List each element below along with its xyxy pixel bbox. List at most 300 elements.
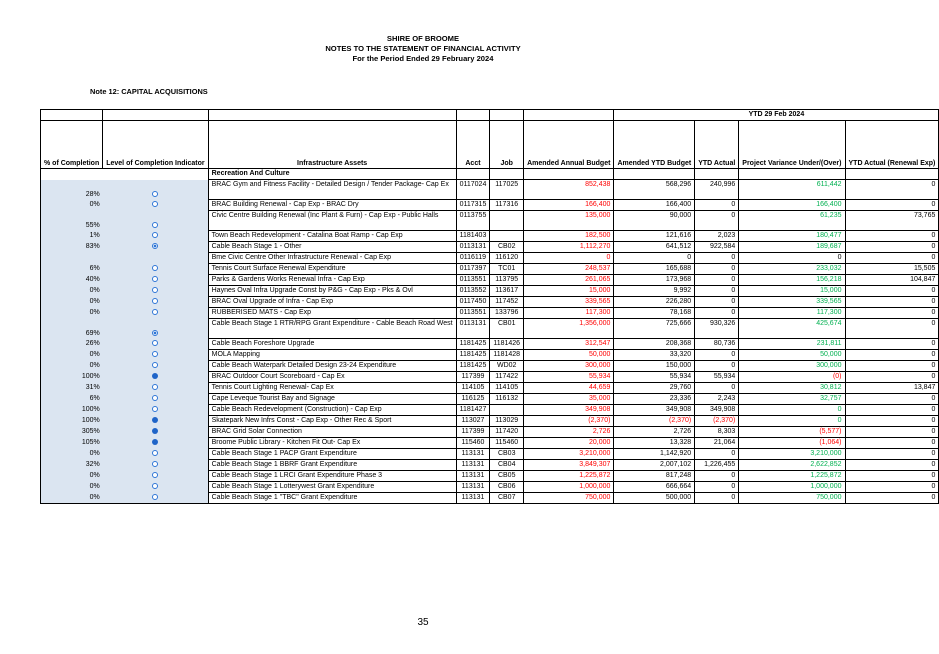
completion-circle-icon <box>152 276 158 282</box>
job-code <box>490 211 524 231</box>
ytd-actual-renewal: 0 <box>845 242 939 253</box>
ytd-actual: 0 <box>695 275 739 286</box>
completion-indicator <box>103 211 208 231</box>
amended-ytd-budget: 2,726 <box>614 427 695 438</box>
amended-budget: 55,934 <box>524 372 614 383</box>
acct-code: 113131 <box>456 460 490 471</box>
completion-circle-icon <box>152 417 158 423</box>
project-variance: (0) <box>739 372 845 383</box>
ytd-actual: 0 <box>695 493 739 504</box>
completion-circle-icon <box>152 201 158 207</box>
completion-circle-icon <box>152 450 158 456</box>
table-row <box>41 372 939 383</box>
completion-pct: 28% <box>41 180 103 200</box>
report-period: For the Period Ended 29 February 2024 <box>352 54 494 63</box>
col-indicator: Level of Completion Indicator <box>103 121 208 169</box>
table-row <box>41 286 939 297</box>
ytd-actual-renewal: 0 <box>845 427 939 438</box>
amended-ytd-budget: 349,908 <box>614 405 695 416</box>
page-number: 35 <box>417 617 429 628</box>
ytd-actual: 2,023 <box>695 231 739 242</box>
table-row <box>41 264 939 275</box>
amended-ytd-budget: 173,968 <box>614 275 695 286</box>
completion-pct: 0% <box>41 449 103 460</box>
job-code <box>490 231 524 242</box>
ytd-actual-renewal: 0 <box>845 416 939 427</box>
acct-code: 114105 <box>456 383 490 394</box>
completion-circle-icon <box>152 265 158 271</box>
asset-name: Cable Beach Stage 1 - Other <box>208 242 456 253</box>
completion-indicator <box>103 383 208 394</box>
completion-pct: 83% <box>41 242 103 253</box>
project-variance: 30,812 <box>739 383 845 394</box>
amended-budget: 1,356,000 <box>524 319 614 339</box>
ytd-actual: 0 <box>695 264 739 275</box>
amended-ytd-budget: 90,000 <box>614 211 695 231</box>
col-ytd-actual: YTD Actual <box>695 121 739 169</box>
table-row <box>41 405 939 416</box>
amended-ytd-budget: 817,248 <box>614 471 695 482</box>
project-variance: 3,210,000 <box>739 449 845 460</box>
completion-pct: 26% <box>41 339 103 350</box>
table-row <box>41 297 939 308</box>
completion-pct: 0% <box>41 471 103 482</box>
amended-budget: 1,225,872 <box>524 471 614 482</box>
ytd-actual-renewal: 0 <box>845 200 939 211</box>
acct-code: 0113551 <box>456 275 490 286</box>
completion-indicator <box>103 471 208 482</box>
asset-name: Skatepark New Infrs Const - Cap Exp - Other Rec & Sport <box>208 416 456 427</box>
ytd-actual-renewal: 0 <box>845 339 939 350</box>
acct-code: 113131 <box>456 482 490 493</box>
amended-ytd-budget: 0 <box>614 253 695 264</box>
acct-code: 0117450 <box>456 297 490 308</box>
table-row <box>41 383 939 394</box>
acct-code: 0113551 <box>456 308 490 319</box>
job-code: 114105 <box>490 383 524 394</box>
section-title: Recreation And Culture <box>208 169 456 180</box>
job-code: 117420 <box>490 427 524 438</box>
completion-indicator <box>103 350 208 361</box>
asset-name: RUBBERISED MATS - Cap Exp <box>208 308 456 319</box>
completion-circle-icon <box>152 461 158 467</box>
asset-name: Haynes Oval Infra Upgrade Const by P&G - Cap Exp - Pks & Ovl <box>208 286 456 297</box>
table-row <box>41 242 939 253</box>
acct-code: 0113755 <box>456 211 490 231</box>
col-renewal: YTD Actual (Renewal Exp) <box>845 121 939 169</box>
ytd-actual-renewal: 0 <box>845 449 939 460</box>
ytd-actual: 2,243 <box>695 394 739 405</box>
acct-code: 0116119 <box>456 253 490 264</box>
job-code: CB07 <box>490 493 524 504</box>
completion-pct: 0% <box>41 200 103 211</box>
job-code: 1181428 <box>490 350 524 361</box>
table-row <box>41 394 939 405</box>
amended-budget: 300,000 <box>524 361 614 372</box>
amended-budget: 15,000 <box>524 286 614 297</box>
job-code: 116132 <box>490 394 524 405</box>
amended-ytd-budget: 33,320 <box>614 350 695 361</box>
completion-circle-icon <box>152 287 158 293</box>
project-variance: 611,442 <box>739 180 845 200</box>
amended-budget: 312,547 <box>524 339 614 350</box>
amended-budget: (2,370) <box>524 416 614 427</box>
completion-circle-icon <box>152 222 158 228</box>
table-row <box>41 350 939 361</box>
asset-name: BRAC Oval Upgrade of Infra - Cap Exp <box>208 297 456 308</box>
asset-name: Broome Public Library - Kitchen Fit Out- Cap Ex <box>208 438 456 449</box>
job-code: 117025 <box>490 180 524 200</box>
amended-budget: 135,000 <box>524 211 614 231</box>
ytd-actual-renewal: 0 <box>845 438 939 449</box>
amended-ytd-budget: 165,688 <box>614 264 695 275</box>
amended-ytd-budget: 166,400 <box>614 200 695 211</box>
col-completion: % of Completion <box>41 121 103 169</box>
acct-code: 113131 <box>456 493 490 504</box>
acct-code: 1181403 <box>456 231 490 242</box>
ytd-actual: 922,584 <box>695 242 739 253</box>
completion-pct: 40% <box>41 275 103 286</box>
asset-name: BRAC Gym and Fitness Facility - Detailed Design / Tender Package- Cap Ex <box>208 180 456 200</box>
completion-circle-icon <box>152 384 158 390</box>
amended-budget: 1,000,000 <box>524 482 614 493</box>
completion-pct: 0% <box>41 482 103 493</box>
amended-ytd-budget: 121,616 <box>614 231 695 242</box>
amended-ytd-budget: (2,370) <box>614 416 695 427</box>
job-code: 113795 <box>490 275 524 286</box>
completion-indicator <box>103 297 208 308</box>
ytd-actual-renewal: 0 <box>845 350 939 361</box>
table-row <box>41 438 939 449</box>
acct-code: 117399 <box>456 427 490 438</box>
ytd-actual-renewal: 0 <box>845 372 939 383</box>
ytd-actual: 0 <box>695 482 739 493</box>
asset-name: Tennis Court Lighting Renewal- Cap Ex <box>208 383 456 394</box>
ytd-actual: 1,226,455 <box>695 460 739 471</box>
ytd-actual: 0 <box>695 286 739 297</box>
amended-ytd-budget: 29,760 <box>614 383 695 394</box>
project-variance: 0 <box>739 253 845 264</box>
ytd-actual-renewal: 0 <box>845 361 939 372</box>
col-variance: Project Variance Under/(Over) <box>739 121 845 169</box>
completion-pct: 6% <box>41 394 103 405</box>
completion-circle-icon <box>152 330 158 336</box>
asset-name: BRAC Building Renewal - Cap Exp - BRAC Dry <box>208 200 456 211</box>
project-variance: 61,235 <box>739 211 845 231</box>
amended-budget: 166,400 <box>524 200 614 211</box>
completion-pct: 32% <box>41 460 103 471</box>
amended-ytd-budget: 150,000 <box>614 361 695 372</box>
ytd-actual-renewal: 0 <box>845 319 939 339</box>
acct-code: 1181425 <box>456 361 490 372</box>
completion-circle-icon <box>152 298 158 304</box>
ytd-actual: 0 <box>695 350 739 361</box>
job-code: 115460 <box>490 438 524 449</box>
org-name: SHIRE OF BROOME <box>386 34 460 43</box>
amended-ytd-budget: 78,168 <box>614 308 695 319</box>
completion-pct: 69% <box>41 319 103 339</box>
completion-indicator <box>103 339 208 350</box>
ytd-actual: 0 <box>695 308 739 319</box>
job-code: CB02 <box>490 242 524 253</box>
table-row <box>41 427 939 438</box>
amended-budget: 20,000 <box>524 438 614 449</box>
ytd-actual: 21,064 <box>695 438 739 449</box>
acct-code: 113027 <box>456 416 490 427</box>
acct-code: 113131 <box>456 471 490 482</box>
acct-code: 0113552 <box>456 286 490 297</box>
amended-budget: 3,210,000 <box>524 449 614 460</box>
acct-code: 0117397 <box>456 264 490 275</box>
completion-indicator <box>103 319 208 339</box>
acct-code: 0113131 <box>456 319 490 339</box>
table-row <box>41 482 939 493</box>
ytd-actual-renewal: 104,847 <box>845 275 939 286</box>
asset-name: Civic Centre Building Renewal (Inc Plant & Furn) - Cap Exp - Public Halls <box>208 211 456 231</box>
ytd-actual-renewal: 13,847 <box>845 383 939 394</box>
table-row <box>41 308 939 319</box>
completion-indicator <box>103 493 208 504</box>
table-row <box>41 339 939 350</box>
completion-pct: 6% <box>41 264 103 275</box>
ytd-actual: 0 <box>695 211 739 231</box>
amended-ytd-budget: 23,336 <box>614 394 695 405</box>
amended-budget: 1,112,270 <box>524 242 614 253</box>
job-code: CB04 <box>490 460 524 471</box>
completion-pct: 0% <box>41 493 103 504</box>
completion-pct: 105% <box>41 438 103 449</box>
amended-budget: 0 <box>524 253 614 264</box>
ytd-actual-renewal: 0 <box>845 308 939 319</box>
table-row <box>41 471 939 482</box>
completion-indicator <box>103 427 208 438</box>
amended-budget: 3,849,307 <box>524 460 614 471</box>
amended-budget: 35,000 <box>524 394 614 405</box>
table-row <box>41 200 939 211</box>
job-code: 116120 <box>490 253 524 264</box>
acct-code: 115460 <box>456 438 490 449</box>
project-variance: 189,687 <box>739 242 845 253</box>
job-code: 1181426 <box>490 339 524 350</box>
asset-name: Cable Beach Stage 1 RTR/RPG Grant Expenditure - Cable Beach Road West <box>208 319 456 339</box>
completion-indicator <box>103 200 208 211</box>
job-code: CB05 <box>490 471 524 482</box>
project-variance: (1,064) <box>739 438 845 449</box>
job-code: TC01 <box>490 264 524 275</box>
amended-ytd-budget: 55,934 <box>614 372 695 383</box>
asset-name: Town Beach Redevelopment - Catalina Boat Ramp - Cap Exp <box>208 231 456 242</box>
completion-indicator <box>103 460 208 471</box>
project-variance: 0 <box>739 405 845 416</box>
ytd-group-header: YTD 29 Feb 2024 <box>614 110 939 121</box>
completion-pct: 0% <box>41 297 103 308</box>
amended-budget: 852,438 <box>524 180 614 200</box>
acct-code: 117399 <box>456 372 490 383</box>
completion-pct: 305% <box>41 427 103 438</box>
table-row <box>41 460 939 471</box>
ytd-actual: 0 <box>695 361 739 372</box>
job-code: 117422 <box>490 372 524 383</box>
acct-code: 0117315 <box>456 200 490 211</box>
ytd-actual-renewal: 73,765 <box>845 211 939 231</box>
completion-circle-icon <box>152 351 158 357</box>
completion-pct: 0% <box>41 350 103 361</box>
col-acct: Acct <box>456 121 490 169</box>
asset-name: Cable Beach Redevelopment (Construction) - Cap Exp <box>208 405 456 416</box>
table-row <box>41 416 939 427</box>
ytd-actual-renewal: 0 <box>845 180 939 200</box>
table-row <box>41 449 939 460</box>
amended-budget: 750,000 <box>524 493 614 504</box>
completion-circle-icon <box>152 362 158 368</box>
asset-name: BRAC Outdoor Court Scoreboard - Cap Ex <box>208 372 456 383</box>
table-row <box>41 319 939 339</box>
ytd-actual: 0 <box>695 449 739 460</box>
amended-budget: 2,726 <box>524 427 614 438</box>
asset-name: Cable Beach Foreshore Upgrade <box>208 339 456 350</box>
completion-circle-icon <box>152 483 158 489</box>
ytd-actual-renewal: 0 <box>845 405 939 416</box>
project-variance: 339,565 <box>739 297 845 308</box>
ytd-actual: 0 <box>695 200 739 211</box>
column-header-row <box>41 121 939 169</box>
ytd-actual-renewal: 0 <box>845 460 939 471</box>
col-amended-ytd: Amended YTD Budget <box>614 121 695 169</box>
ytd-actual-renewal: 0 <box>845 297 939 308</box>
job-code: 113029 <box>490 416 524 427</box>
ytd-actual-renewal: 0 <box>845 394 939 405</box>
ytd-actual: 0 <box>695 471 739 482</box>
project-variance: 32,757 <box>739 394 845 405</box>
ytd-actual: 349,908 <box>695 405 739 416</box>
amended-ytd-budget: 568,296 <box>614 180 695 200</box>
table-row <box>41 180 939 200</box>
acct-code: 1181425 <box>456 339 490 350</box>
completion-pct: 55% <box>41 211 103 231</box>
completion-circle-icon <box>152 373 158 379</box>
asset-name: Bme Civic Centre Other Infrastructure Renewal - Cap Exp <box>208 253 456 264</box>
ytd-actual-renewal: 0 <box>845 253 939 264</box>
table-row <box>41 275 939 286</box>
project-variance: 50,000 <box>739 350 845 361</box>
ytd-actual: 80,736 <box>695 339 739 350</box>
asset-name: Cable Beach Waterpark Detailed Design 23-24 Expenditure <box>208 361 456 372</box>
ytd-actual: 0 <box>695 253 739 264</box>
amended-budget: 349,908 <box>524 405 614 416</box>
completion-circle-icon <box>152 439 158 445</box>
asset-name: Parks & Gardens Works Renewal Infra - Cap Exp <box>208 275 456 286</box>
completion-indicator <box>103 449 208 460</box>
job-code <box>490 405 524 416</box>
ytd-actual: 8,303 <box>695 427 739 438</box>
project-variance: 1,225,872 <box>739 471 845 482</box>
asset-name: MOLA Mapping <box>208 350 456 361</box>
amended-ytd-budget: 226,280 <box>614 297 695 308</box>
completion-pct: 100% <box>41 372 103 383</box>
completion-indicator <box>103 361 208 372</box>
project-variance: 156,218 <box>739 275 845 286</box>
job-code: 117316 <box>490 200 524 211</box>
amended-ytd-budget: 9,992 <box>614 286 695 297</box>
amended-ytd-budget: 1,142,920 <box>614 449 695 460</box>
group-header-row <box>41 110 939 121</box>
ytd-actual: (2,370) <box>695 416 739 427</box>
ytd-actual: 55,934 <box>695 372 739 383</box>
table-row <box>41 361 939 372</box>
completion-indicator <box>103 242 208 253</box>
completion-pct: 100% <box>41 405 103 416</box>
amended-budget: 44,659 <box>524 383 614 394</box>
ytd-actual-renewal: 0 <box>845 471 939 482</box>
table-row <box>41 231 939 242</box>
job-code: CB01 <box>490 319 524 339</box>
report-subtitle: NOTES TO THE STATEMENT OF FINANCIAL ACTIVITY <box>325 44 521 53</box>
job-code: CB03 <box>490 449 524 460</box>
table-row <box>41 253 939 264</box>
project-variance: 117,300 <box>739 308 845 319</box>
amended-budget: 50,000 <box>524 350 614 361</box>
acct-code: 0117024 <box>456 180 490 200</box>
completion-indicator <box>103 180 208 200</box>
completion-indicator <box>103 275 208 286</box>
amended-budget: 117,300 <box>524 308 614 319</box>
project-variance: 1,000,000 <box>739 482 845 493</box>
completion-circle-icon <box>152 494 158 500</box>
capital-acquisitions-table <box>40 109 939 504</box>
completion-circle-icon <box>152 243 158 249</box>
project-variance: 233,032 <box>739 264 845 275</box>
completion-pct: 0% <box>41 308 103 319</box>
amended-budget: 339,565 <box>524 297 614 308</box>
completion-circle-icon <box>152 340 158 346</box>
ytd-actual-renewal: 0 <box>845 482 939 493</box>
amended-budget: 182,500 <box>524 231 614 242</box>
project-variance: 180,477 <box>739 231 845 242</box>
acct-code: 1181427 <box>456 405 490 416</box>
amended-ytd-budget: 725,666 <box>614 319 695 339</box>
asset-name: Cape Leveque Tourist Bay and Signage <box>208 394 456 405</box>
ytd-actual: 240,996 <box>695 180 739 200</box>
table-row <box>41 211 939 231</box>
completion-indicator <box>103 438 208 449</box>
note-title: Note 12: CAPITAL ACQUISITIONS <box>90 87 208 96</box>
completion-pct: 100% <box>41 416 103 427</box>
amended-ytd-budget: 500,000 <box>614 493 695 504</box>
amended-ytd-budget: 641,512 <box>614 242 695 253</box>
completion-circle-icon <box>152 472 158 478</box>
table-row <box>41 493 939 504</box>
project-variance: (5,577) <box>739 427 845 438</box>
completion-circle-icon <box>152 232 158 238</box>
acct-code: 116125 <box>456 394 490 405</box>
asset-name: BRAC Grid Solar Connection <box>208 427 456 438</box>
completion-indicator <box>103 405 208 416</box>
job-code: 133796 <box>490 308 524 319</box>
job-code: 117452 <box>490 297 524 308</box>
amended-budget: 248,537 <box>524 264 614 275</box>
completion-pct <box>41 253 103 264</box>
project-variance: 166,400 <box>739 200 845 211</box>
amended-ytd-budget: 208,368 <box>614 339 695 350</box>
col-asset: Infrastructure Assets <box>208 121 456 169</box>
completion-circle-icon <box>152 428 158 434</box>
completion-indicator <box>103 264 208 275</box>
project-variance: 231,811 <box>739 339 845 350</box>
completion-pct: 0% <box>41 361 103 372</box>
completion-indicator <box>103 372 208 383</box>
ytd-actual-renewal: 15,505 <box>845 264 939 275</box>
completion-indicator <box>103 253 208 264</box>
